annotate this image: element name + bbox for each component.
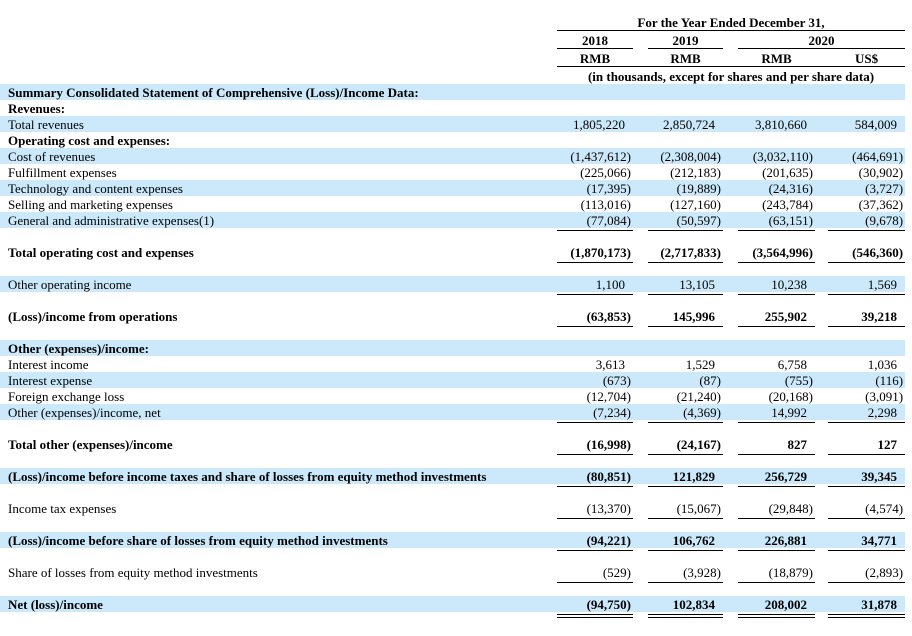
cell-2018-rmb: (17,395): [586, 181, 631, 196]
cell-2018-rmb: (80,851): [586, 469, 631, 484]
column-gap: [633, 180, 648, 196]
table-row: [0, 532, 905, 548]
column-gap: [815, 388, 828, 404]
header-row-units: [0, 67, 905, 85]
table-row: [0, 276, 905, 292]
cell-2019-rmb: (127,160): [670, 197, 721, 212]
column-gap: [633, 148, 648, 164]
cell-2020-usd: 127: [877, 437, 898, 452]
column-gap: [723, 340, 738, 356]
column-gap: [723, 164, 738, 180]
column-gap: [815, 84, 828, 100]
cell-2019-rmb: [648, 84, 723, 100]
column-gap: [633, 276, 648, 292]
column-gap: [633, 84, 648, 100]
cell-2020-rmb: 208,002: [764, 597, 807, 612]
column-gap: [815, 372, 828, 388]
column-gap: [723, 388, 738, 404]
double-rule-row: [0, 612, 905, 616]
row-label: Total revenues: [8, 117, 84, 132]
column-gap: [815, 164, 828, 180]
cell-2018-rmb: [557, 100, 633, 116]
table-row: [0, 388, 905, 404]
cell-2020-usd: (3,727): [865, 181, 904, 196]
cell-2020-rmb: 14,992: [771, 405, 807, 420]
table-row: [0, 564, 905, 580]
cell-2020-rmb: 226,881: [764, 533, 807, 548]
header-row-period: [0, 13, 905, 31]
column-gap: [633, 404, 648, 420]
spacer-row: [0, 423, 905, 437]
table-header: [0, 13, 905, 84]
spacer-row: [0, 455, 905, 469]
row-label: Revenues:: [8, 101, 66, 116]
table-row: [0, 500, 905, 516]
spacer-row: [0, 487, 905, 501]
row-label: (Loss)/income before share of losses from equity method investments: [8, 533, 388, 548]
column-gap: [815, 436, 828, 452]
column-gap: [723, 84, 738, 100]
cell-2018-rmb: 3,613: [595, 357, 625, 372]
cell-2018-rmb: (1,437,612): [570, 149, 631, 164]
cell-2018-rmb: (7,234): [593, 405, 631, 420]
cell-2018-rmb: (673): [602, 373, 631, 388]
table-row: [0, 404, 905, 420]
row-label: Total other (expenses)/income: [8, 437, 173, 452]
column-gap: [723, 436, 738, 452]
column-gap: [723, 308, 738, 324]
cell-2020-rmb: (3,564,996): [752, 245, 813, 260]
cell-2019-rmb: 106,762: [672, 533, 715, 548]
column-gap: [815, 564, 828, 580]
column-gap: [815, 532, 828, 548]
cell-2020-rmb: 6,758: [777, 357, 807, 372]
cell-2020-usd: (116): [875, 373, 904, 388]
header-row-currencies: [0, 49, 905, 67]
cell-2020-rmb: [738, 132, 815, 148]
column-gap: [815, 196, 828, 212]
cell-2019-rmb: (19,889): [676, 181, 721, 196]
column-gap: [723, 596, 738, 612]
column-gap: [815, 244, 828, 260]
cell-2020-rmb: (243,784): [762, 197, 813, 212]
table-row: [0, 356, 905, 372]
cell-2019-rmb: (15,067): [676, 501, 721, 516]
row-label: Fulfillment expenses: [8, 165, 117, 180]
table-row: [0, 196, 905, 212]
table-row: [0, 212, 905, 228]
column-gap: [815, 340, 828, 356]
table-row: [0, 148, 905, 164]
cell-2018-rmb: (113,016): [580, 197, 631, 212]
cell-2020-usd: 31,878: [861, 597, 898, 612]
column-gap: [815, 100, 828, 116]
cell-2019-rmb: (2,308,004): [660, 149, 721, 164]
cell-2020-usd: 39,345: [861, 469, 898, 484]
header-row-years: [0, 31, 905, 49]
cell-2018-rmb: (529): [602, 565, 631, 580]
row-label: Summary Consolidated Statement of Comprehensive (Loss)/Income Data:: [8, 85, 419, 100]
cell-2019-rmb: (2,717,833): [660, 245, 721, 260]
cell-2020-usd: (4,574): [865, 501, 904, 516]
column-gap: [815, 276, 828, 292]
table-row: [0, 436, 905, 452]
cell-2020-usd: 584,009: [854, 117, 898, 132]
cell-2019-rmb: 13,105: [679, 277, 715, 292]
units-note: (in thousands, except for shares and per share data): [587, 69, 875, 84]
cell-2019-rmb: (21,240): [676, 389, 721, 404]
table-row: [0, 596, 905, 612]
column-gap: [723, 356, 738, 372]
cell-2018-rmb: (94,750): [586, 597, 631, 612]
spacer-row: [0, 519, 905, 533]
row-label: Interest income: [8, 357, 89, 372]
column-gap: [723, 404, 738, 420]
cell-2020-rmb: 255,902: [764, 309, 807, 324]
column-gap: [633, 388, 648, 404]
column-gap: [633, 596, 648, 612]
row-label: Share of losses from equity method investments: [8, 565, 258, 580]
cell-2020-usd: [828, 84, 905, 100]
cell-2018-rmb: [557, 132, 633, 148]
column-gap: [815, 116, 828, 132]
row-label: Technology and content expenses: [8, 181, 183, 196]
row-label: Other (expenses)/income:: [8, 341, 149, 356]
col-header-2019: 2019: [648, 31, 723, 49]
cell-2018-rmb: (94,221): [586, 533, 631, 548]
cell-2020-usd: (2,893): [865, 565, 904, 580]
cell-2018-rmb: (12,704): [586, 389, 631, 404]
row-label: Other (expenses)/income, net: [8, 405, 161, 420]
column-gap: [723, 148, 738, 164]
row-label: Other operating income: [8, 277, 132, 292]
column-gap: [633, 436, 648, 452]
cell-2019-rmb: (50,597): [676, 213, 721, 228]
cell-2020-rmb: (20,168): [768, 389, 813, 404]
currency-header-2018: RMB: [557, 49, 633, 67]
column-gap: [633, 340, 648, 356]
cell-2018-rmb: (13,370): [586, 501, 631, 516]
column-gap: [633, 356, 648, 372]
cell-2019-rmb: (24,167): [676, 437, 721, 452]
column-gap: [633, 100, 648, 116]
spacer-row: [0, 263, 905, 277]
column-gap: [815, 356, 828, 372]
cell-2019-rmb: [648, 132, 723, 148]
cell-2020-usd: [828, 132, 905, 148]
column-gap: [815, 132, 828, 148]
column-gap: [723, 196, 738, 212]
cell-2019-rmb: (4,369): [683, 405, 721, 420]
cell-2019-rmb: 2,850,724: [663, 117, 715, 132]
cell-2019-rmb: 102,834: [672, 597, 715, 612]
cell-2020-usd: 1,569: [867, 277, 898, 292]
cell-2020-rmb: (755): [784, 373, 813, 388]
cell-2019-rmb: (87): [699, 373, 721, 388]
cell-2020-usd: (9,678): [865, 213, 904, 228]
cell-2019-rmb: 145,996: [672, 309, 715, 324]
cell-2019-rmb: 1,529: [685, 357, 715, 372]
table-row: [0, 164, 905, 180]
column-gap: [815, 404, 828, 420]
cell-2020-rmb: [738, 100, 815, 116]
cell-2020-usd: (3,091): [865, 389, 904, 404]
row-label: General and administrative expenses(1): [8, 213, 215, 228]
cell-2020-usd: 1,036: [867, 357, 898, 372]
table-row: [0, 180, 905, 196]
column-gap: [723, 116, 738, 132]
cell-2018-rmb: [557, 84, 633, 100]
column-gap: [815, 468, 828, 484]
column-gap: [815, 148, 828, 164]
column-gap: [815, 180, 828, 196]
row-label: Income tax expenses: [8, 501, 117, 516]
cell-2020-usd: (546,360): [852, 245, 904, 260]
currency-header-2019: RMB: [648, 49, 723, 67]
cell-2020-rmb: 256,729: [764, 469, 807, 484]
cell-2018-rmb: (77,084): [586, 213, 631, 228]
row-label: Operating cost and expenses:: [8, 133, 171, 148]
currency-header-2020-rmb: RMB: [738, 49, 815, 67]
column-gap: [633, 308, 648, 324]
row-label: Total operating cost and expenses: [8, 245, 194, 260]
spacer-row: [0, 551, 905, 565]
column-gap: [815, 212, 828, 228]
row-label: Foreign exchange loss: [8, 389, 125, 404]
column-gap: [633, 500, 648, 516]
column-gap: [633, 164, 648, 180]
cell-2020-rmb: [738, 340, 815, 356]
cell-2018-rmb: (225,066): [580, 165, 631, 180]
column-gap: [723, 372, 738, 388]
spacer-row: [0, 231, 905, 245]
cell-2019-rmb: (212,183): [670, 165, 721, 180]
column-gap: [723, 276, 738, 292]
cell-2020-rmb: (63,151): [768, 213, 813, 228]
column-gap: [633, 468, 648, 484]
row-label: Cost of revenues: [8, 149, 96, 164]
cell-2020-usd: [828, 100, 905, 116]
column-gap: [633, 212, 648, 228]
table-row: [0, 244, 905, 260]
column-gap: [633, 532, 648, 548]
table-row: [0, 132, 905, 148]
cell-2020-usd: 39,218: [861, 309, 898, 324]
column-gap: [815, 596, 828, 612]
column-gap: [723, 564, 738, 580]
cell-2020-rmb: [738, 84, 815, 100]
table-row: [0, 100, 905, 116]
column-gap: [815, 500, 828, 516]
cell-2020-rmb: 3,810,660: [755, 117, 807, 132]
column-gap: [723, 180, 738, 196]
cell-2020-usd: 34,771: [861, 533, 898, 548]
cell-2018-rmb: 1,805,220: [573, 117, 625, 132]
column-gap: [633, 196, 648, 212]
cell-2020-rmb: 827: [787, 437, 807, 452]
cell-2020-usd: (37,362): [858, 197, 904, 212]
cell-2019-rmb: (3,928): [683, 565, 721, 580]
column-gap: [723, 132, 738, 148]
cell-2020-rmb: (18,879): [768, 565, 813, 580]
row-label: (Loss)/income from operations: [8, 309, 178, 324]
row-label: (Loss)/income before income taxes and share of losses from equity method investments: [8, 469, 487, 484]
cell-2020-usd: [828, 340, 905, 356]
cell-2018-rmb: (63,853): [586, 309, 631, 324]
cell-2018-rmb: (1,870,173): [570, 245, 631, 260]
cell-2020-rmb: (29,848): [768, 501, 813, 516]
cell-2018-rmb: [557, 340, 633, 356]
spacer-row: [0, 327, 905, 341]
cell-2020-usd: 2,298: [867, 405, 898, 420]
spacer-row: [0, 583, 905, 597]
column-gap: [633, 244, 648, 260]
table-row: [0, 468, 905, 484]
cell-2020-rmb: (3,032,110): [752, 149, 813, 164]
row-label: Selling and marketing expenses: [8, 197, 173, 212]
table-row: [0, 340, 905, 356]
cell-2020-rmb: (24,316): [768, 181, 813, 196]
table-row: [0, 84, 905, 100]
column-gap: [815, 308, 828, 324]
cell-2019-rmb: [648, 100, 723, 116]
column-gap: [723, 532, 738, 548]
period-header: For the Year Ended December 31,: [557, 13, 905, 31]
column-gap: [633, 372, 648, 388]
cell-2020-rmb: (201,635): [762, 165, 813, 180]
table-row: [0, 116, 905, 132]
cell-2020-rmb: 10,238: [771, 277, 807, 292]
cell-2020-usd: (30,902): [858, 165, 904, 180]
column-gap: [723, 500, 738, 516]
column-gap: [723, 468, 738, 484]
column-gap: [633, 116, 648, 132]
column-gap: [723, 244, 738, 260]
cell-2020-usd: (464,691): [852, 149, 904, 164]
column-gap: [723, 100, 738, 116]
column-gap: [723, 212, 738, 228]
cell-2019-rmb: [648, 340, 723, 356]
cell-2019-rmb: 121,829: [672, 469, 715, 484]
currency-header-2020-usd: US$: [828, 49, 905, 67]
row-label: Interest expense: [8, 373, 93, 388]
cell-2018-rmb: (16,998): [586, 437, 631, 452]
cell-2018-rmb: 1,100: [595, 277, 625, 292]
financial-table: [0, 13, 905, 618]
row-label: Net (loss)/income: [8, 597, 103, 612]
header-spacer: [0, 13, 557, 31]
column-gap: [633, 564, 648, 580]
table-row: [0, 372, 905, 388]
table-row: [0, 308, 905, 324]
col-header-2018: 2018: [557, 31, 633, 49]
spacer-row: [0, 295, 905, 309]
col-header-2020: 2020: [738, 31, 905, 49]
column-gap: [633, 132, 648, 148]
table-body: [0, 84, 905, 616]
